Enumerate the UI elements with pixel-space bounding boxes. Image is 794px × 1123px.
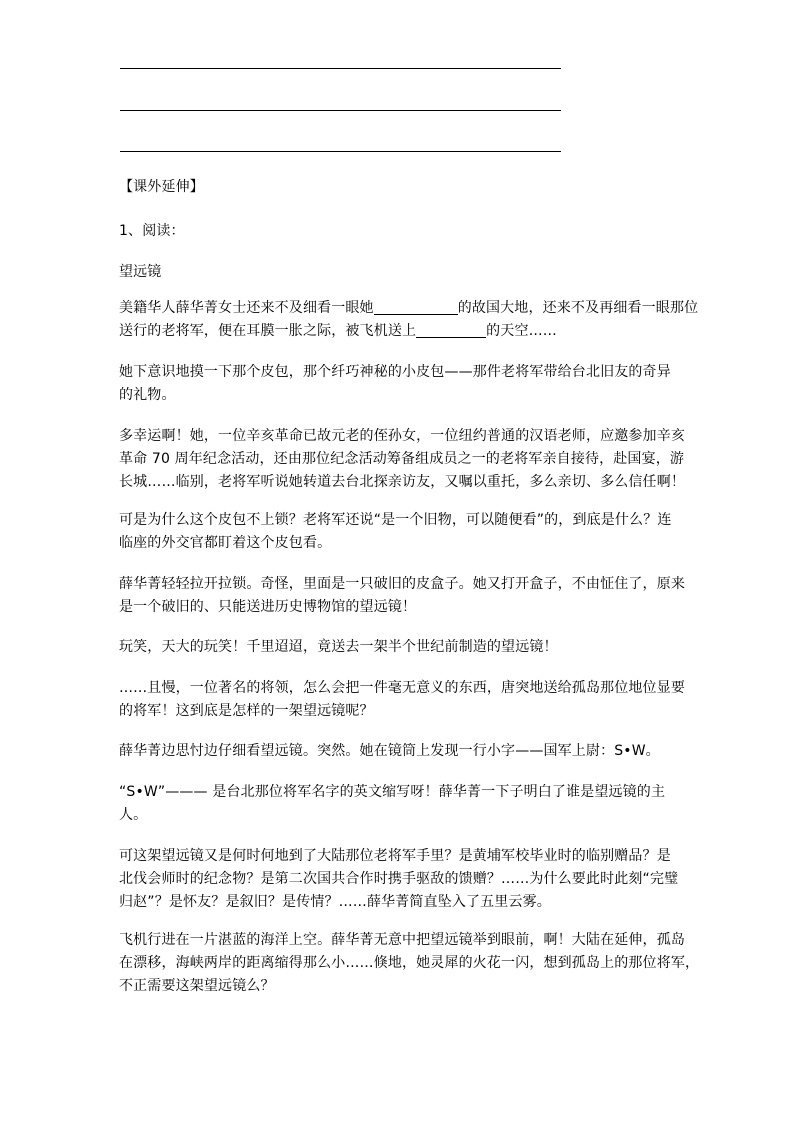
section-heading-text: 【课外延伸】 (119, 179, 204, 195)
fill-blank-2[interactable] (416, 323, 486, 338)
paragraph-line: 可是为什么这个皮包不上锁？老将军还说“是一个旧物，可以随便看”的，到底是什么？连 (119, 512, 672, 528)
paragraph-line: 革命 70 周年纪念活动，还由那位纪念活动筹备组成员之一的老将军亲自接待，赴国宴，游 (119, 451, 685, 467)
paragraph-3 (119, 425, 685, 494)
paragraph-9 (119, 781, 679, 827)
question-label (119, 220, 679, 243)
paragraph-8 (119, 740, 679, 763)
section-heading (119, 176, 679, 199)
paragraph-1-line-2 (119, 320, 679, 343)
paragraph-2 (119, 361, 679, 407)
paragraph-line: 是一个破旧的、只能送进历史博物馆的望远镜！ (119, 599, 417, 615)
text-segment: 的天空…… (486, 323, 557, 339)
answer-line-1 (120, 68, 561, 69)
paragraph-line: 薛华菁轻轻拉开拉锁。奇怪，里面是一只破旧的皮盒子。她又打开盒子，不由怔住了，原来 (119, 576, 685, 592)
paragraph-line: 她下意识地摸一下那个皮包，那个纤巧神秘的小皮包——那件老将军带给台北旧友的奇异 (119, 364, 671, 380)
paragraph-line: 飞机行进在一片湛蓝的海洋上空。薛华菁无意中把望远镜举到眼前，啊！大陆在延伸，孤岛 (119, 932, 685, 948)
paragraph-line: 多幸运啊！她，一位辛亥革命已故元老的侄孙女，一位纽约普通的汉语老师，应邀参加辛亥 (119, 428, 685, 444)
paragraph-line: “S•W”——— 是台北那位将军名字的英文缩写呀！薛华菁一下子明白了谁是望远镜的主 (119, 784, 666, 800)
paragraph-line: 玩笑，天大的玩笑！千里迢迢，竟送去一架半个世纪前制造的望远镜！ (119, 639, 558, 655)
paragraph-11 (119, 929, 700, 998)
paragraph-line: 人。 (119, 807, 148, 823)
answer-line-3 (120, 151, 561, 152)
fill-blank-1[interactable] (374, 300, 458, 315)
paragraph-line: 不正需要这架望远镜么？ (119, 978, 275, 994)
text-segment: 的故国大地，还来不及再细看一眼那位 (457, 300, 699, 316)
paragraph-line: ……且慢，一位著名的将领，怎么会把一件毫无意义的东西，唐突地送给孤岛那位地位显要 (119, 680, 685, 696)
paragraph-6 (119, 636, 679, 659)
paragraph-line: 临座的外交官都盯着这个皮包看。 (119, 535, 332, 551)
paragraph-5 (119, 573, 685, 619)
article-title (119, 261, 679, 284)
paragraph-line: 在漂移，海峡两岸的距离缩得那么小……倏地，她灵犀的火花一闪，想到孤岛上的那位将军， (119, 955, 700, 971)
paragraph-1-line-1 (119, 297, 699, 320)
paragraph-10 (119, 845, 679, 914)
paragraph-1 (119, 297, 699, 343)
paragraph-line: 的礼物。 (119, 387, 176, 403)
paragraph-7 (119, 677, 685, 723)
paragraph-line: 薛华菁边思忖边仔细看望远镜。突然。她在镜筒上发现一行小字——国军上尉：S•W。 (119, 743, 660, 759)
paragraph-4 (119, 509, 679, 555)
paragraph-line: 归赵”？是怀友？是叙旧？是传情？……薛华菁简直坠入了五里云雾。 (119, 894, 551, 910)
question-label-text: 1、阅读： (119, 223, 185, 239)
answer-line-2 (120, 110, 561, 111)
paragraph-line: 长城……临别，老将军听说她转道去台北探亲访友，又嘱以重托，多么亲切、多么信任啊！ (119, 474, 685, 490)
text-segment: 美籍华人薛华菁女士还来不及细看一眼她 (119, 300, 374, 316)
paragraph-line: 北伐会师时的纪念物？是第二次国共合作时携手驱敌的馈赠？……为什么要此时此刻“完璧 (119, 871, 679, 887)
paragraph-line: 可这架望远镜又是何时何地到了大陆那位老将军手里？是黄埔军校毕业时的临别赠品？是 (119, 848, 671, 864)
paragraph-line: 的将军！这到底是怎样的一架望远镜呢？ (119, 703, 374, 719)
article-title-text: 望远镜 (119, 264, 162, 280)
text-segment: 送行的老将军，便在耳膜一胀之际，被飞机送上 (119, 323, 417, 339)
